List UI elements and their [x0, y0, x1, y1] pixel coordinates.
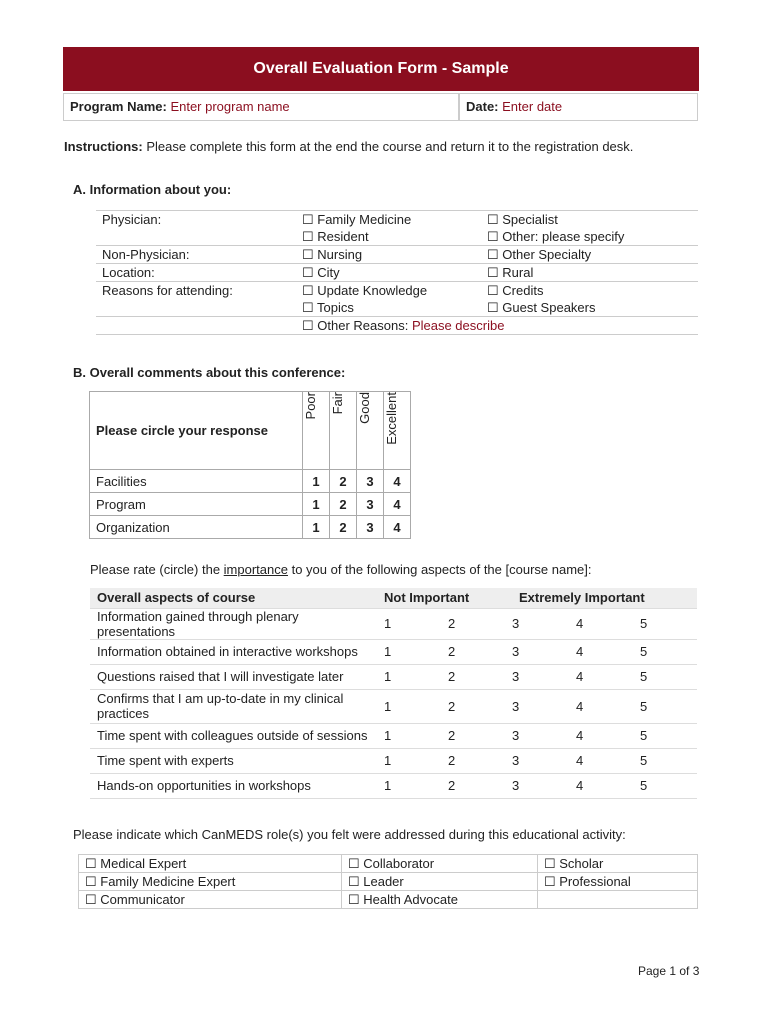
instructions: [64, 139, 633, 154]
other-reasons-label[interactable]: ☐ Other Reasons:: [302, 318, 409, 333]
checkbox-option[interactable]: ☐ Other Specialty: [487, 247, 592, 262]
importance-row-label: Hands-on opportunities in workshops: [90, 773, 377, 798]
checkbox-option[interactable]: ☐ Credits: [487, 283, 544, 298]
info-row: [96, 246, 698, 264]
importance-value[interactable]: 5: [633, 689, 697, 723]
aspects-header: Overall aspects of course: [90, 588, 377, 608]
importance-value[interactable]: 1: [377, 639, 441, 664]
importance-intro-b: to you of the following aspects of the [course name]:: [287, 562, 592, 577]
rating-value[interactable]: 4: [384, 516, 411, 539]
rating-row-label: Program: [90, 493, 303, 516]
info-row-label: Location:: [102, 265, 155, 280]
rating-value[interactable]: 3: [357, 470, 384, 493]
importance-value[interactable]: 3: [505, 639, 569, 664]
importance-row: [90, 773, 697, 798]
canmeds-option[interactable]: ☐ Medical Expert: [79, 855, 342, 873]
importance-value[interactable]: 1: [377, 723, 441, 748]
importance-row-label: Confirms that I am up-to-date in my clinical practices: [90, 689, 377, 723]
canmeds-table: [78, 854, 698, 909]
canmeds-option[interactable]: ☐ Communicator: [79, 891, 342, 909]
program-name-placeholder[interactable]: Enter program name: [170, 99, 290, 114]
instructions-label: Instructions:: [64, 139, 143, 154]
program-name-label: Program Name:: [70, 99, 167, 114]
importance-value[interactable]: 5: [633, 748, 697, 773]
canmeds-option[interactable]: ☐ Health Advocate: [342, 891, 538, 909]
rating-row: [90, 516, 411, 539]
importance-value[interactable]: 4: [569, 773, 633, 798]
importance-row: [90, 723, 697, 748]
importance-value[interactable]: 4: [569, 664, 633, 689]
importance-value[interactable]: 1: [377, 664, 441, 689]
scale-excellent: Excellent: [384, 392, 399, 445]
checkbox-option[interactable]: ☐ Resident: [302, 229, 369, 244]
scale-good: Good: [357, 392, 372, 424]
importance-value[interactable]: 5: [633, 608, 697, 639]
importance-value[interactable]: 2: [441, 723, 505, 748]
extremely-important-header: Extremely Important: [505, 588, 697, 608]
rating-value[interactable]: 1: [303, 470, 330, 493]
importance-value[interactable]: 1: [377, 608, 441, 639]
importance-value[interactable]: 4: [569, 689, 633, 723]
canmeds-intro: Please indicate which CanMEDS role(s) you felt were addressed during this educational activity:: [73, 827, 626, 842]
importance-value[interactable]: 2: [441, 664, 505, 689]
canmeds-row: [79, 855, 698, 873]
checkbox-option[interactable]: ☐ City: [302, 265, 340, 280]
section-b-heading: B. Overall comments about this conference:: [73, 365, 346, 380]
page-number: Page 1 of 3: [638, 964, 700, 978]
rating-value[interactable]: 2: [330, 493, 357, 516]
info-options-col3: [481, 211, 698, 246]
checkbox-option[interactable]: ☐ Other: please specify: [487, 229, 625, 244]
info-options-col3: [481, 264, 698, 282]
checkbox-option[interactable]: ☐ Specialist: [487, 212, 558, 227]
canmeds-cell: [538, 891, 698, 909]
rating-row: [90, 493, 411, 516]
info-row-label: Non-Physician:: [102, 247, 190, 262]
importance-value[interactable]: 2: [441, 689, 505, 723]
date-field[interactable]: [459, 93, 698, 121]
other-reasons-row: [96, 317, 698, 335]
date-label: Date:: [466, 99, 499, 114]
importance-value[interactable]: 1: [377, 689, 441, 723]
canmeds-row: [79, 891, 698, 909]
empty-cell: [96, 317, 296, 335]
canmeds-option[interactable]: ☐ Leader: [342, 873, 538, 891]
importance-value[interactable]: 4: [569, 608, 633, 639]
checkbox-option[interactable]: ☐ Nursing: [302, 247, 363, 262]
info-options-col3: [481, 282, 698, 317]
info-row-label: Reasons for attending:: [102, 283, 233, 298]
checkbox-option[interactable]: ☐ Guest Speakers: [487, 300, 596, 315]
program-name-field[interactable]: [63, 93, 459, 121]
importance-value[interactable]: 1: [377, 773, 441, 798]
importance-intro-a: Please rate (circle) the: [90, 562, 224, 577]
importance-row-label: Time spent with experts: [90, 748, 377, 773]
importance-row-label: Information obtained in interactive workshops: [90, 639, 377, 664]
importance-value[interactable]: 2: [441, 773, 505, 798]
info-row: [96, 282, 698, 317]
info-options-col2: [296, 264, 481, 282]
info-table: [96, 210, 698, 335]
rating-value[interactable]: 4: [384, 493, 411, 516]
importance-row: [90, 689, 697, 723]
canmeds-option[interactable]: ☐ Scholar: [538, 855, 698, 873]
importance-value[interactable]: 5: [633, 664, 697, 689]
checkbox-option[interactable]: ☐ Rural: [487, 265, 534, 280]
importance-value[interactable]: 3: [505, 773, 569, 798]
importance-intro: [90, 562, 592, 577]
instructions-text: Please complete this form at the end the course and return it to the registration desk.: [146, 139, 634, 154]
info-options-col2: [296, 282, 481, 317]
importance-value[interactable]: 4: [569, 639, 633, 664]
rating-value[interactable]: 1: [303, 493, 330, 516]
importance-row: [90, 639, 697, 664]
checkbox-option[interactable]: ☐ Topics: [302, 300, 354, 315]
importance-value[interactable]: 5: [633, 723, 697, 748]
date-placeholder[interactable]: Enter date: [502, 99, 563, 114]
rating-table: [89, 391, 411, 539]
importance-row-label: Information gained through plenary presentations: [90, 608, 377, 639]
info-options-col2: [296, 246, 481, 264]
importance-value[interactable]: 2: [441, 639, 505, 664]
other-reasons-cell[interactable]: [296, 317, 698, 335]
rating-value[interactable]: 1: [303, 516, 330, 539]
importance-intro-underlined: importance: [223, 562, 288, 577]
importance-value[interactable]: 3: [505, 608, 569, 639]
importance-row-label: Questions raised that I will investigate later: [90, 664, 377, 689]
scale-fair: Fair: [330, 392, 345, 415]
rating-value[interactable]: 3: [357, 493, 384, 516]
info-row-label: Physician:: [102, 212, 162, 227]
info-row: [96, 264, 698, 282]
rating-value[interactable]: 3: [357, 516, 384, 539]
importance-value[interactable]: 3: [505, 689, 569, 723]
other-reasons-placeholder[interactable]: Please describe: [411, 318, 505, 333]
scale-poor: Poor: [303, 392, 318, 420]
importance-value[interactable]: 2: [441, 748, 505, 773]
rating-value[interactable]: 4: [384, 470, 411, 493]
importance-value[interactable]: 2: [441, 608, 505, 639]
importance-value[interactable]: 1: [377, 748, 441, 773]
rating-row-label: Facilities: [90, 470, 303, 493]
importance-value[interactable]: 3: [505, 748, 569, 773]
info-options-col2: [296, 211, 481, 246]
canmeds-row: [79, 873, 698, 891]
section-a-heading: A. Information about you:: [73, 182, 232, 197]
info-options-col3: [481, 246, 698, 264]
importance-row: [90, 608, 697, 639]
form-title: Overall Evaluation Form - Sample: [63, 47, 699, 91]
canmeds-option[interactable]: ☐ Professional: [538, 873, 698, 891]
importance-value[interactable]: 3: [505, 723, 569, 748]
importance-table: [90, 588, 697, 799]
rating-row: [90, 470, 411, 493]
circle-response-label: Please circle your response: [90, 392, 303, 470]
importance-value[interactable]: 3: [505, 664, 569, 689]
importance-row: [90, 748, 697, 773]
importance-value[interactable]: 4: [569, 748, 633, 773]
canmeds-option[interactable]: ☐ Family Medicine Expert: [79, 873, 342, 891]
importance-value[interactable]: 4: [569, 723, 633, 748]
rating-value[interactable]: 2: [330, 516, 357, 539]
importance-row: [90, 664, 697, 689]
checkbox-option[interactable]: ☐ Update Knowledge: [302, 283, 428, 298]
checkbox-option[interactable]: ☐ Family Medicine: [302, 212, 412, 227]
importance-value[interactable]: 5: [633, 773, 697, 798]
importance-row-label: Time spent with colleagues outside of sessions: [90, 723, 377, 748]
importance-value[interactable]: 5: [633, 639, 697, 664]
canmeds-option[interactable]: ☐ Collaborator: [342, 855, 538, 873]
rating-row-label: Organization: [90, 516, 303, 539]
info-row: [96, 211, 698, 246]
not-important-header: Not Important: [377, 588, 505, 608]
rating-value[interactable]: 2: [330, 470, 357, 493]
